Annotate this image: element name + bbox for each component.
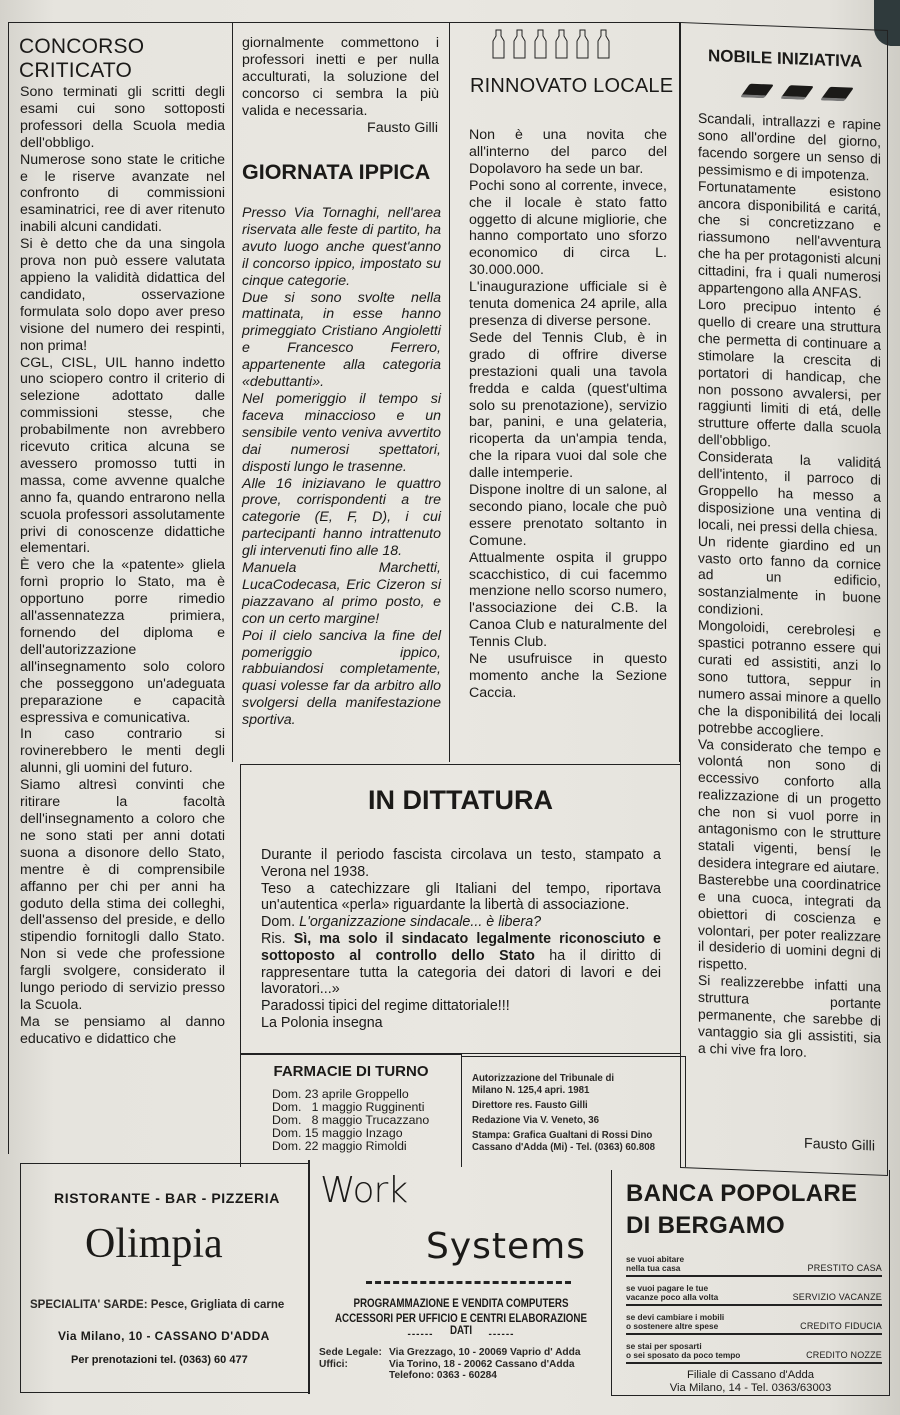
article-concorso-criticato — [8, 22, 232, 1154]
colophon-line: Milano N. 125,4 apri. 1981 — [472, 1085, 590, 1096]
ad-brand-name: Olimpia — [85, 1221, 223, 1267]
paragraph: Attualmente ospita il gruppo scacchistico, di cui facemmo menzione nello scorso numero, l'associazione dei C.B. la Canoa Club e naturalmente del Tennis Club. — [469, 549, 667, 651]
answer-paragraph: Ris. Sì, ma solo il sindacato legalmente riconosciuto e sottoposto al controllo dello Stato ha il diritto di rappresentare tutta la categoria dei datori di lavori e dei lavoratori...» — [261, 930, 661, 998]
paragraph: Ma se pensiamo al danno educativo e didattico che — [20, 1013, 225, 1047]
farmacie-list — [272, 1088, 429, 1153]
article-title: IN DITTATURA — [368, 785, 553, 815]
article-body — [469, 127, 667, 702]
paragraph: Presso Via Tornaghi, nell'area riservata alle feste di partito, ha avuto luogo anche quest'anno il concorso ippico, impostato su cinque categorie. — [242, 205, 441, 289]
paragraph: Considerata la validitá dell'intento, il parroco di Groppello ha messo a disposizione una ventina di locali, nei pressi della chiesa. — [698, 447, 881, 539]
farmacie-di-turno-box — [240, 1054, 462, 1167]
paragraph: Si realizzerebbe infatti una struttura portante permanente, che sarebbe di vantaggio sia gli assistiti, sia a chi vive fra loro. — [698, 971, 881, 1060]
paragraph: Non è una novita che all'interno del parco del Dopolavoro ha sede un bar. — [469, 127, 667, 177]
article-title: NOBILE INIZIATIVA — [708, 46, 863, 72]
farmacia-row: Dom. 23 aprile Groppello — [272, 1087, 409, 1101]
paragraph: Mongoloidi, cerebrolesi e spastici potranno essere qui curati ed assistiti, anzi lo sono tuttora, seppur in numero assai minore a quello che la disponibilitá dei locali potrebbe accogliere. — [698, 616, 881, 740]
paragraph: Manuela Marchetti, LucaCodecasa, Eric Cizeron si piazzavano al primo posto, e con un certo margine! — [242, 560, 441, 627]
paragraph: In caso contrario si rovinerebbero le menti degli alunni, gli uomini del futuro. — [20, 726, 225, 777]
colophon-line: Redazione Via V. Veneto, 36 — [472, 1115, 600, 1126]
ad-work-systems — [314, 1164, 608, 1391]
paragraph: Durante il periodo fascista circolava un testo, stampato a Verona nel 1938. — [261, 847, 661, 880]
ad-phone: Per prenotazioni tel. (0363) 60 477 — [71, 1354, 248, 1366]
paragraph: Nel pomeriggio il tempo si faceva minaccioso e un sensibile vento veniva avvertito dai numerosi spettatori, disposti lungo le trasenne. — [242, 390, 441, 475]
bottles-icon — [492, 29, 610, 59]
paragraph: Ne usufruisce in questo momento anche la Sezione Caccia. — [469, 651, 667, 701]
colophon-line: Direttore res. Fausto Gilli — [472, 1100, 588, 1111]
paragraph: Alle 16 iniziavano le quattro prove, corrispondenti a tre categorie (E, F, D), i cui partecipanti hanno intrattenuto gli intervenuti fino alle 18. — [242, 475, 441, 560]
article-body — [261, 847, 661, 1032]
paragraph: La Polonia insegna — [261, 1014, 383, 1031]
paragraph: Pochi sono al corrente, invece, che il locale è stato fatto oggetto di alcune migliorie, che hanno comportato uno sforzo economico di circa L. 30.000.000. — [469, 177, 667, 279]
bank-service-row: se stai per sposarti o sei sposato da poco tempo CREDITO NOZZE — [626, 1335, 882, 1364]
farmacia-row: Dom. 1 maggio Rugginenti — [272, 1100, 425, 1114]
paragraph: Un ridente giardino ed un vasto orto fanno da cornice ad un edificio, sostanzialmente in buone condizioni. — [698, 532, 881, 619]
farmacia-row: Dom. 15 maggio Inzago — [272, 1126, 403, 1140]
colophon-box — [462, 1056, 686, 1167]
bank-service-row: se vuoi abitare nella tua casa PRESTITO CASA — [626, 1248, 882, 1277]
paragraph: Teso a catechizzare gli Italiani del tempo, riportava un'autentica «perla» riguardante la libertà di associazione. — [261, 880, 661, 914]
books-icon — [745, 83, 849, 101]
article-continuation: giornalmente commettono i professori inetti e per nulla acculturati, la soluzione del concorso ci sembra la più valida e necessaria. — [242, 35, 439, 119]
paragraph: CGL, CISL, UIL hanno indetto uno sciopero contro il criterio di selezione adottato dalle commissioni stesse, che probabilmente non avrebbero ricevuto critica alcuna se avessero promosso tutti in massa, come avvenne qualche anno fa, quando entrarono nella scuola professori assolutamente privi di conoscenze didattiche elementari. — [20, 354, 225, 557]
paragraph: L'inaugurazione ufficiale si è tenuta domenica 24 aprile, alla presenza di diverse persone. — [469, 279, 667, 329]
paragraph: Loro precipuo intento é quello di creare una struttura che permetta di continuare a stimolare la crescita di portatori di handicap, che non possono avvalersi, per raggiunti limiti di etá, delle strutture offerte dalla scuola dell'obbligo. — [698, 295, 881, 450]
article-title: RINNOVATO LOCALE — [470, 75, 674, 97]
paragraph: Due si sono svolte nella mattinata, in esse hanno primeggiato Cristiano Angioletti e Francesco Ferrero, appartenente alla categoria «debuttanti». — [242, 289, 441, 391]
ad-specialita: SPECIALITA' SARDE: Pesce, Grigliata di carne — [30, 1299, 285, 1311]
ad-line: ACCESSORI PER UFFICIO E CENTRI ELABORAZIONE DATI — [335, 1313, 587, 1337]
ad-addresses: Sede Legale: Via Grezzago, 10 - 20069 Vaprio d' Adda Uffici: Via Torino, 18 - 20062 Cassano d'Adda Telefono: 0363 - 60284 — [319, 1347, 581, 1381]
paragraph: Scandali, intrallazzi e rapine sono all'ordine del giorno, facendo sorgere un senso di pessimismo e di impotenza. — [698, 109, 881, 183]
article-author: Fausto Gilli — [367, 120, 438, 136]
bank-services — [626, 1248, 882, 1364]
colophon-line: Stampa: Grafica Gualtani di Rossi Dino — [472, 1130, 653, 1141]
colophon-text — [472, 1073, 655, 1154]
paragraph: Va considerato che tempo e volontá non sono di eccessivo conforto alla realizzazione di un progetto che non si vuol porre in antagonismo con le strutture statali vigenti, bensí le desidera integrare ed aiutare. — [698, 735, 881, 877]
divider — [308, 1160, 310, 1394]
article-rinnovato-locale — [450, 22, 680, 762]
paragraph: Fortunatamente esistono ancora disponibilitá e caritá, che si concretizzano e riassumono nell'avventura che ha per protagonisti alcuni cittadini, fra i quali numerosi appartengono alla ANFAS. — [698, 177, 881, 302]
ad-line: PROGRAMMAZIONE E VENDITA COMPUTERS — [353, 1298, 569, 1310]
farmacie-title: FARMACIE DI TURNO — [273, 1063, 429, 1080]
work-systems-logo-systems: Systems — [426, 1226, 586, 1267]
colophon-line: Cassano d'Adda (Mi) - Tel. (0363) 60.808 — [472, 1142, 656, 1153]
paragraph: È vero che la «patente» gliela fornì proprio lo Stato, ma è opportuno porre rimedio all'assennatezza primiera, fornendo del diploma e dell'autorizzazione all'insegnamento solo coloro che posseggono un'adeguata preparazione e capacità espressiva e comunicativa. — [20, 557, 225, 726]
article-title: CONCORSO CRITICATO — [19, 35, 145, 82]
ad-dots: ------ ------ — [407, 1329, 515, 1340]
question-paragraph: Dom. L'organizzazione sindacale... è libera? — [261, 914, 542, 931]
ad-olimpia — [20, 1163, 308, 1393]
ad-tagline: RISTORANTE - BAR - PIZZERIA — [54, 1190, 280, 1206]
article-body — [698, 110, 881, 1064]
article-in-dittatura — [240, 764, 681, 1054]
paragraph: Sede del Tennis Club, è in grado di offrire diverse prestazioni quali una tavola fredda e calda (quest'ultima solo su prenotazione), servizio bar, panini, e una gelateria, ricoperta da un'ampia tenda, che la ripara vuoi dal sole che dalle intemperie. — [469, 329, 667, 482]
paragraph: Dispone inoltre di un salone, al secondo piano, locale che può essere prenotato soltanto in Comune. — [469, 482, 667, 549]
paragraph: Siamo altresì convinti che ritirare la facoltà dell'insegnamento a coloro che ne sono stati per anni dotati suona a disonore dello Stato, mentre è di comprensibile affanno per chi per anni ha goduto della stima dei colleghi, dell'assenso del preside, e dello stipendio fornitogli dallo Stato. Non si vede che professione fargli svolgere, considerato il lungo periodo di servizio presso la Scuola. — [20, 777, 225, 1013]
farmacia-row: Dom. 22 maggio Rimoldi — [272, 1139, 407, 1153]
article-title-giornata-ippica: GIORNATA IPPICA — [242, 160, 431, 184]
colophon-line: Autorizzazione del Tribunale di — [472, 1073, 615, 1084]
ad-banca-popolare — [611, 1170, 890, 1396]
paragraph: Numerose sono state le critiche e le riserve avanzate nel confronto di commissioni esaminatrici, ree di aver ritenuto inabili alcuni candidati. — [20, 151, 225, 236]
paragraph: Poi il cielo sanciva la fine del pomeriggio ippico, rabbuiandosi completamente, quasi volesse far da arbitro allo svolgersi della manifestazione sportiva. — [242, 627, 441, 729]
article-body — [20, 84, 225, 1048]
article-nobile-iniziativa — [680, 22, 888, 1176]
bank-branch: Filiale di Cassano d'Adda Via Milano, 14 - Tel. 0363/63003 — [669, 1369, 832, 1394]
decorative-dashes — [366, 1281, 571, 1284]
paragraph: Si è detto che da una singola prova non può essere valutata appieno la validità didattica del candidato, osservazione formulata solo dopo aver preso visione del numero dei respinti, non prima! — [20, 236, 225, 354]
bank-service-row: se devi cambiare i mobili o sostenere altre spese CREDITO FIDUCIA — [626, 1306, 882, 1335]
paragraph: Sono terminati gli scritti degli esami cui sono sottoposti professori della Scuola media dell'obbligo. — [20, 84, 225, 151]
paragraph: Paradossi tipici del regime dittatoriale!!! — [261, 998, 510, 1015]
article-author: Fausto Gilli — [804, 1135, 875, 1155]
article-body-ippica — [242, 205, 441, 729]
paragraph: Basterebbe una coordinatrice e una cuoca, integrati da obiettori di coscienza e volontari, per poter realizzare il desiderio di uomini degni di rispetto. — [698, 870, 881, 973]
ad-address: Via Milano, 10 - CASSANO D'ADDA — [58, 1329, 270, 1343]
farmacia-row: Dom. 8 maggio Trucazzano — [272, 1113, 430, 1127]
bank-service-row: se vuoi pagare le tue vacanze poco alla volta SERVIZIO VACANZE — [626, 1277, 882, 1306]
bank-name: BANCA POPOLARE DI BERGAMO — [626, 1180, 858, 1239]
work-systems-logo-work: Work — [320, 1170, 408, 1211]
column-two — [232, 22, 450, 762]
